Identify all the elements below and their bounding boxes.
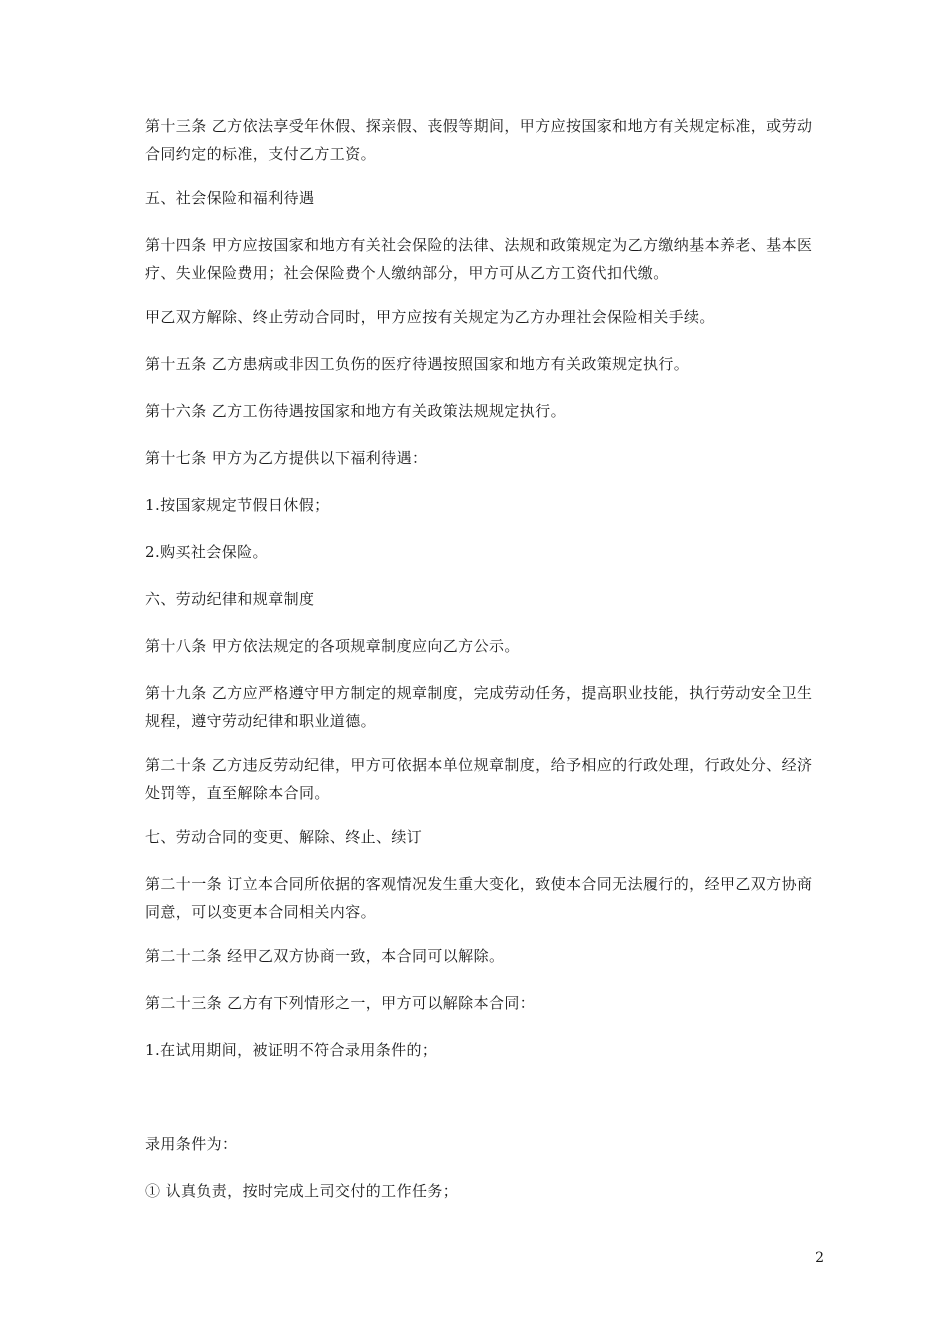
article-19: 第十九条 乙方应严格遵守甲方制定的规章制度，完成劳动任务，提高职业技能，执行劳动安全卫生规程，遵守劳动纪律和职业道德。 xyxy=(145,684,813,730)
hiring-conditions-label: 录用条件为： xyxy=(145,1135,238,1153)
hiring-condition-1: ① 认真负责，按时完成上司交付的工作任务； xyxy=(145,1182,459,1200)
article-14: 第十四条 甲方应按国家和地方有关社会保险的法律、法规和政策规定为乙方缴纳基本养老、基本医疗、失业保险费用；社会保险费个人缴纳部分，甲方可从乙方工资代扣代缴。 xyxy=(145,236,813,282)
article-22: 第二十二条 经甲乙双方协商一致，本合同可以解除。 xyxy=(145,947,505,965)
list-item-probation: 1.在试用期间，被证明不符合录用条件的； xyxy=(145,1041,438,1059)
page-number: 2 xyxy=(815,1250,824,1266)
section-heading-6: 六、劳动纪律和规章制度 xyxy=(145,590,315,608)
article-23: 第二十三条 乙方有下列情形之一，甲方可以解除本合同： xyxy=(145,994,536,1012)
section-heading-7: 七、劳动合同的变更、解除、终止、续订 xyxy=(145,828,423,846)
list-item-2: 2.购买社会保险。 xyxy=(145,543,268,561)
section-heading-5: 五、社会保险和福利待遇 xyxy=(145,189,315,207)
article-20: 第二十条 乙方违反劳动纪律，甲方可依据本单位规章制度，给予相应的行政处理，行政处分、经济处罚等，直至解除本合同。 xyxy=(145,756,813,802)
article-18: 第十八条 甲方依法规定的各项规章制度应向乙方公示。 xyxy=(145,637,520,655)
paragraph-social-insurance-procedures: 甲乙双方解除、终止劳动合同时，甲方应按有关规定为乙方办理社会保险相关手续。 xyxy=(145,308,715,326)
article-13: 第十三条 乙方依法享受年休假、探亲假、丧假等期间，甲方应按国家和地方有关规定标准，或劳动合同约定的标准，支付乙方工资。 xyxy=(145,117,813,163)
article-15: 第十五条 乙方患病或非因工负伤的医疗待遇按照国家和地方有关政策规定执行。 xyxy=(145,355,690,373)
article-17: 第十七条 甲方为乙方提供以下福利待遇： xyxy=(145,449,428,467)
list-item-1: 1.按国家规定节假日休假； xyxy=(145,496,330,514)
article-21: 第二十一条 订立本合同所依据的客观情况发生重大变化，致使本合同无法履行的，经甲乙双方协商同意，可以变更本合同相关内容。 xyxy=(145,875,813,921)
article-16: 第十六条 乙方工伤待遇按国家和地方有关政策法规规定执行。 xyxy=(145,402,566,420)
